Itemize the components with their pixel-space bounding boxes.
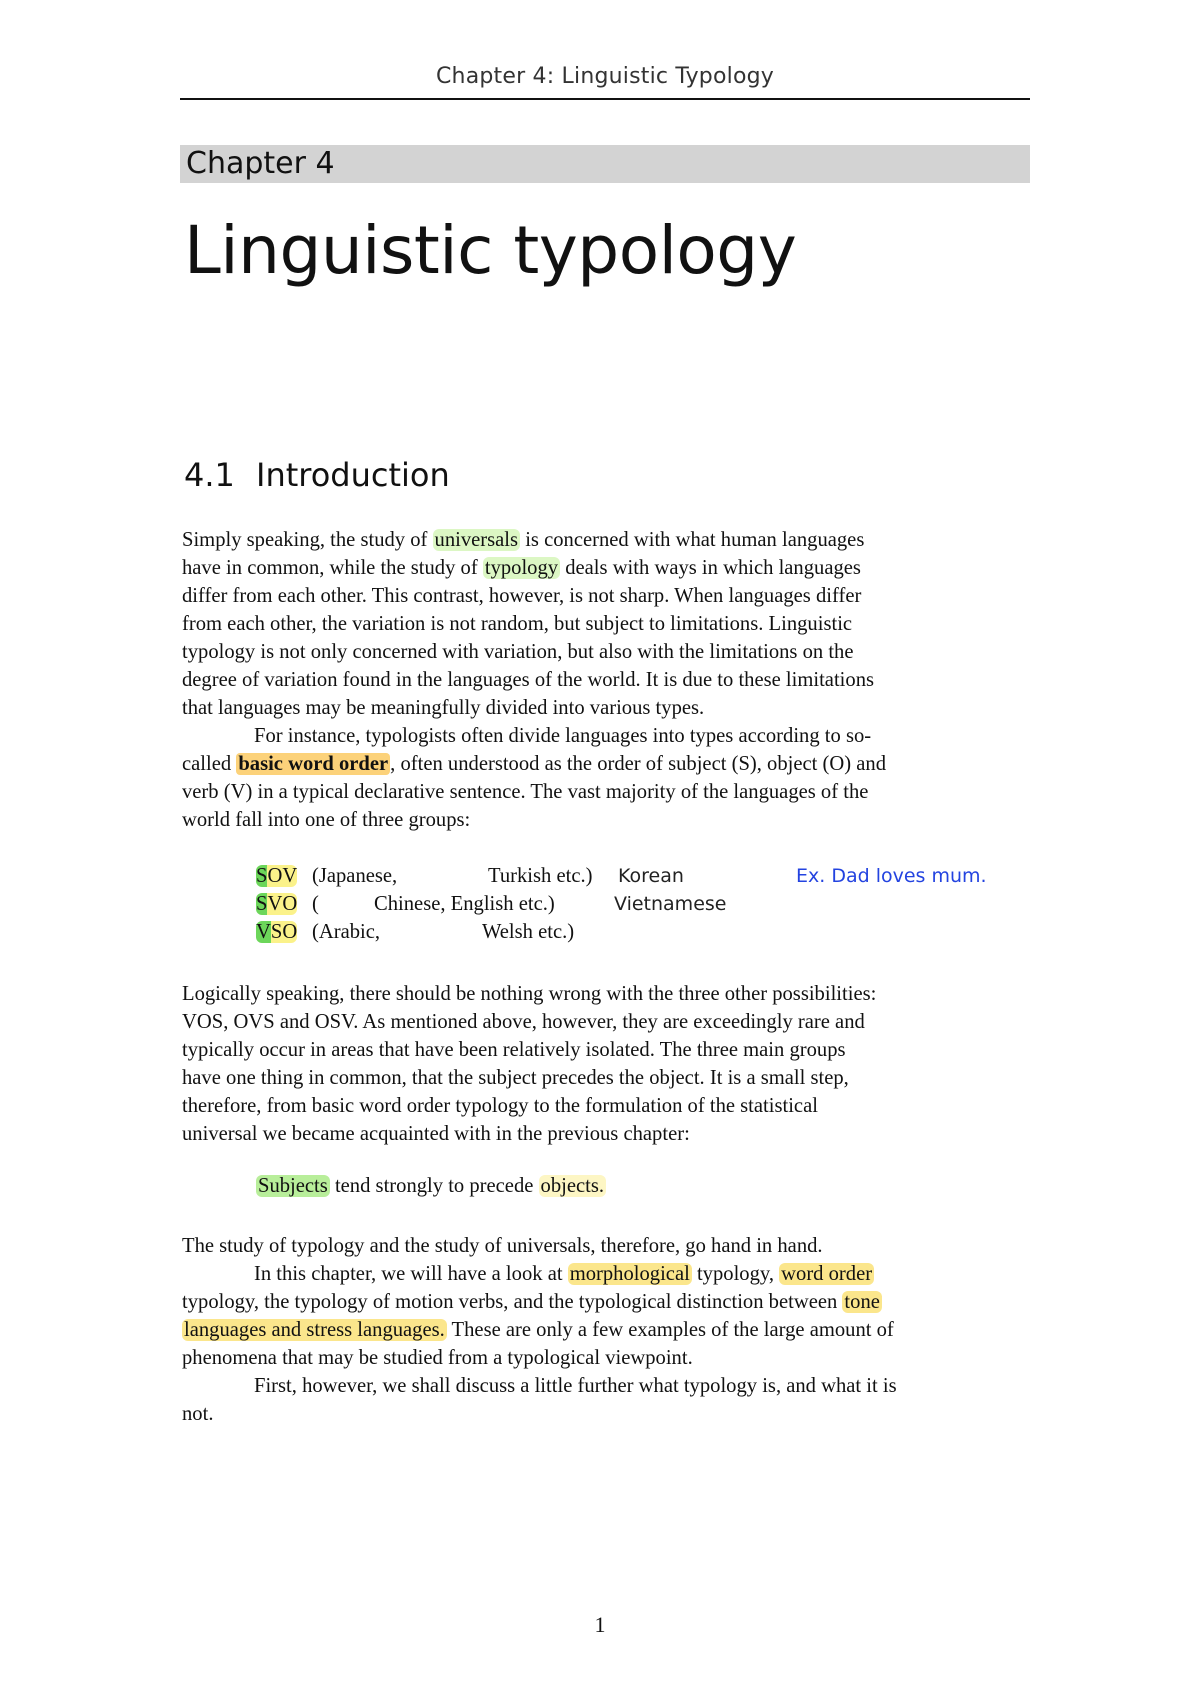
text-span: called [182, 753, 237, 775]
paragraph-intro [182, 526, 1032, 834]
language-example: (Arabic, [312, 921, 381, 943]
text-span: deals with ways in which languages [560, 557, 861, 579]
highlight-subjects: Subjects [258, 1175, 328, 1197]
header-rule [180, 98, 1030, 100]
text-line: from each other, the variation is not random, but subject to limitations. Linguistic [182, 613, 853, 635]
highlight-universals: universals [434, 529, 519, 551]
word-order-code [256, 862, 297, 890]
text-span: These are only a few examples of the large amount of [446, 1319, 894, 1341]
highlight-tone: tone [844, 1291, 880, 1313]
language-example: Chinese, English etc.) [374, 893, 555, 915]
text-span: is concerned with what human languages [520, 529, 865, 551]
language-example: ( [312, 893, 319, 915]
text-line: that languages may be meaningfully divided into various types. [182, 697, 705, 719]
universal-example [256, 1172, 606, 1200]
paragraph-logic [182, 980, 1032, 1148]
text-line: not. [182, 1403, 214, 1425]
language-example: (Japanese, [312, 865, 398, 887]
text-span: have in common, while the study of [182, 557, 483, 579]
text-line: VOS, OVS and OSV. As mentioned above, however, they are exceedingly rare and [182, 1011, 865, 1033]
added-language: Korean [618, 865, 684, 887]
added-language: Vietnamese [614, 893, 727, 915]
language-example: Welsh etc.) [482, 921, 575, 943]
highlight-morphological: morphological [569, 1263, 690, 1285]
text-span: typology, [691, 1263, 780, 1285]
text-line: The study of typology and the study of universals, therefore, go hand in hand. [182, 1235, 823, 1257]
highlight-typology: typology [484, 557, 559, 579]
text-span: , often understood as the order of subject (S), object (O) and [390, 753, 886, 775]
word-order-code [256, 918, 297, 946]
text-line: world fall into one of three groups: [182, 809, 471, 831]
text-line: verb (V) in a typical declarative sentence. The vast majority of the languages of the [182, 781, 869, 803]
handwritten-note: Ex. Dad loves mum. [796, 865, 987, 887]
text-line: typically occur in areas that have been relatively isolated. The three main groups [182, 1039, 846, 1061]
text-line [182, 1288, 1032, 1316]
text-line: degree of variation found in the languages of the world. It is due to these limitations [182, 669, 875, 691]
text-line: have one thing in common, that the subject precedes the object. It is a small step, [182, 1067, 849, 1089]
highlight-objects: objects. [540, 1175, 605, 1197]
highlight-word-order: word order [781, 1263, 873, 1285]
text-line: For instance, typologists often divide languages into types according to so- [254, 725, 872, 747]
page-number: 1 [594, 1612, 606, 1637]
text-line [182, 1260, 1032, 1288]
text-line: differ from each other. This contrast, however, is not sharp. When languages differ [182, 585, 862, 607]
text-line: therefore, from basic word order typology to the formulation of the statistical [182, 1095, 818, 1117]
code-rest: VO [267, 893, 298, 915]
paragraph-outline [182, 1232, 1032, 1428]
word-order-code [256, 890, 297, 918]
text-line [182, 750, 1032, 778]
running-header: Chapter 4: Linguistic Typology [436, 64, 774, 89]
chapter-title: Linguistic typology [184, 212, 797, 289]
text-span: In this chapter, we will have a look at [254, 1263, 568, 1285]
code-first-letter: S [256, 865, 268, 887]
code-rest: SO [270, 921, 298, 943]
highlight-basic-word-order: basic word order [238, 753, 389, 775]
chapter-label: Chapter 4 [180, 145, 1030, 183]
text-span: typology, the typology of motion verbs, and the typological distinction between [182, 1291, 843, 1313]
text-line: universal we became acquainted with in the previous chapter: [182, 1123, 690, 1145]
code-rest: OV [267, 865, 298, 887]
code-first-letter: S [256, 893, 268, 915]
language-example: Turkish etc.) [488, 865, 593, 887]
text-span: Simply speaking, the study of [182, 529, 433, 551]
text-line: phenomena that may be studied from a typological viewpoint. [182, 1347, 693, 1369]
text-line: typology is not only concerned with variation, but also with the limitations on the [182, 641, 854, 663]
section-number: 4.1 [184, 456, 235, 494]
code-first-letter: V [256, 921, 271, 943]
text-line [182, 526, 1032, 554]
text-line [182, 1316, 1032, 1344]
text-line: First, however, we shall discuss a little further what typology is, and what it is [254, 1375, 897, 1397]
section-title: Introduction [256, 456, 450, 494]
highlight-tone-stress-languages: languages and stress languages. [184, 1319, 445, 1341]
text-line: Logically speaking, there should be nothing wrong with the three other possibilities: [182, 983, 877, 1005]
text-line [182, 554, 1032, 582]
text-span: tend strongly to precede [329, 1175, 539, 1197]
section-heading [184, 456, 450, 494]
